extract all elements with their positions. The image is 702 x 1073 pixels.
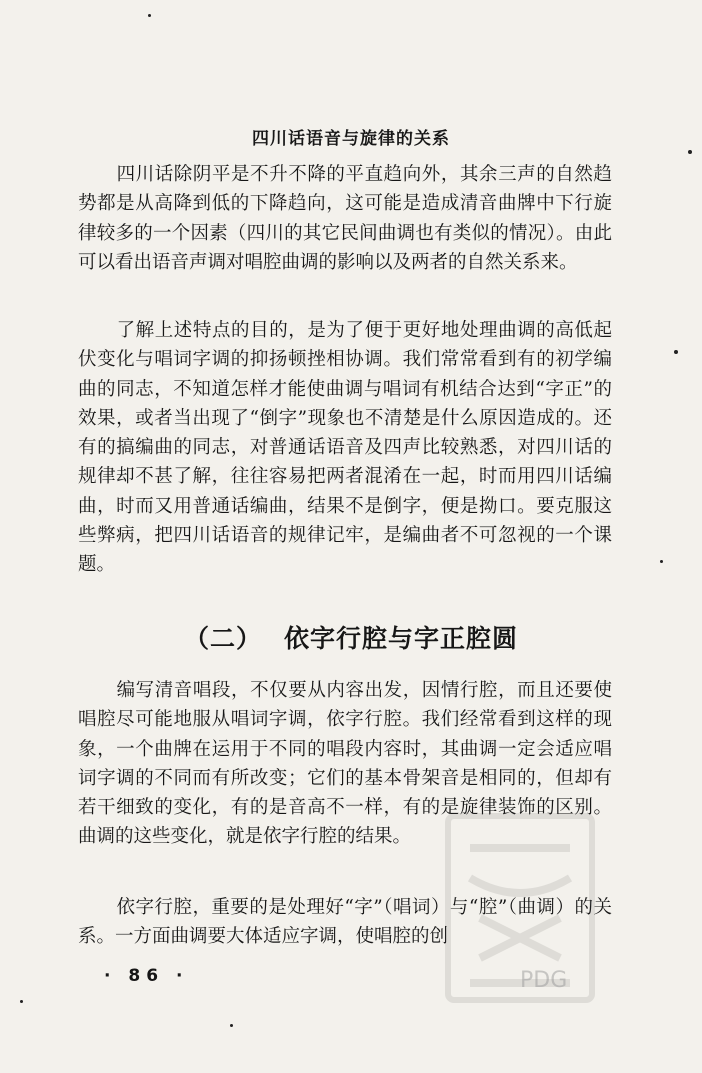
section-heading [0,619,702,655]
scan-speck [674,350,678,354]
paragraph-1 [78,160,612,277]
scan-speck [688,150,692,154]
page-number: · 86 · [104,966,189,986]
subheading: 四川话语音与旋律的关系 [252,129,450,149]
section-title: 依字行腔与字正腔圆 [284,624,519,653]
scan-speck [660,560,663,563]
paragraph-1-text: 四川话除阴平是不升不降的平直趋向外，其余三声的自然趋势都是从高降到低的下降趋向，这可能是造成清音曲牌中下行旋律较多的一个因素（四川的其它民间曲调也有类似的情况）。由此可以看出语音声调对唱腔曲调的影响以及两者的自然关系来。 [78,164,612,273]
paragraph-2-text: 了解上述特点的目的，是为了便于更好地处理曲调的高低起伏变化与唱词字调的抑扬顿挫相协调。我们常常看到有的初学编曲的同志，不知道怎样才能使曲调与唱词有机结合达到“字正”的效果，或者当出现了“倒字”现象也不清楚是什么原因造成的。还有的搞编曲的同志，对普通话语音及四声比较熟悉，对四川话的规律却不甚了解，往往容易把两者混淆在一起，时而用四川话编曲，时而又用普通话编曲，结果不是倒字，便是拗口。要克服这些弊病，把四川话语音的规律记牢，是编曲者不可忽视的一个课题。 [78,320,612,576]
watermark-label: PDG [520,968,568,993]
scan-speck [20,1000,23,1003]
section-number: （二） [183,624,262,653]
paragraph-3-text: 编写清音唱段，不仅要从内容出发，因情行腔，而且还要使唱腔尽可能地服从唱词字调，依字行腔。我们经常看到这样的现象，一个曲牌在运用于不同的唱段内容时，其曲调一定会适应唱词字调的不同而有所改变；它们的基本骨架音是相同的，但却有若干细致的变化，有的是音高不一样，有的是旋律装饰的区别。曲调的这些变化，就是依字行腔的结果。 [78,680,612,848]
paragraph-4-text: 依字行腔，重要的是处理好“字”（唱词）与“腔”（曲调）的关系。一方面曲调要大体适应字调，使唱腔的创 [78,897,612,948]
scan-speck [230,1024,233,1027]
scan-speck [148,14,151,17]
paragraph-2 [78,316,612,580]
